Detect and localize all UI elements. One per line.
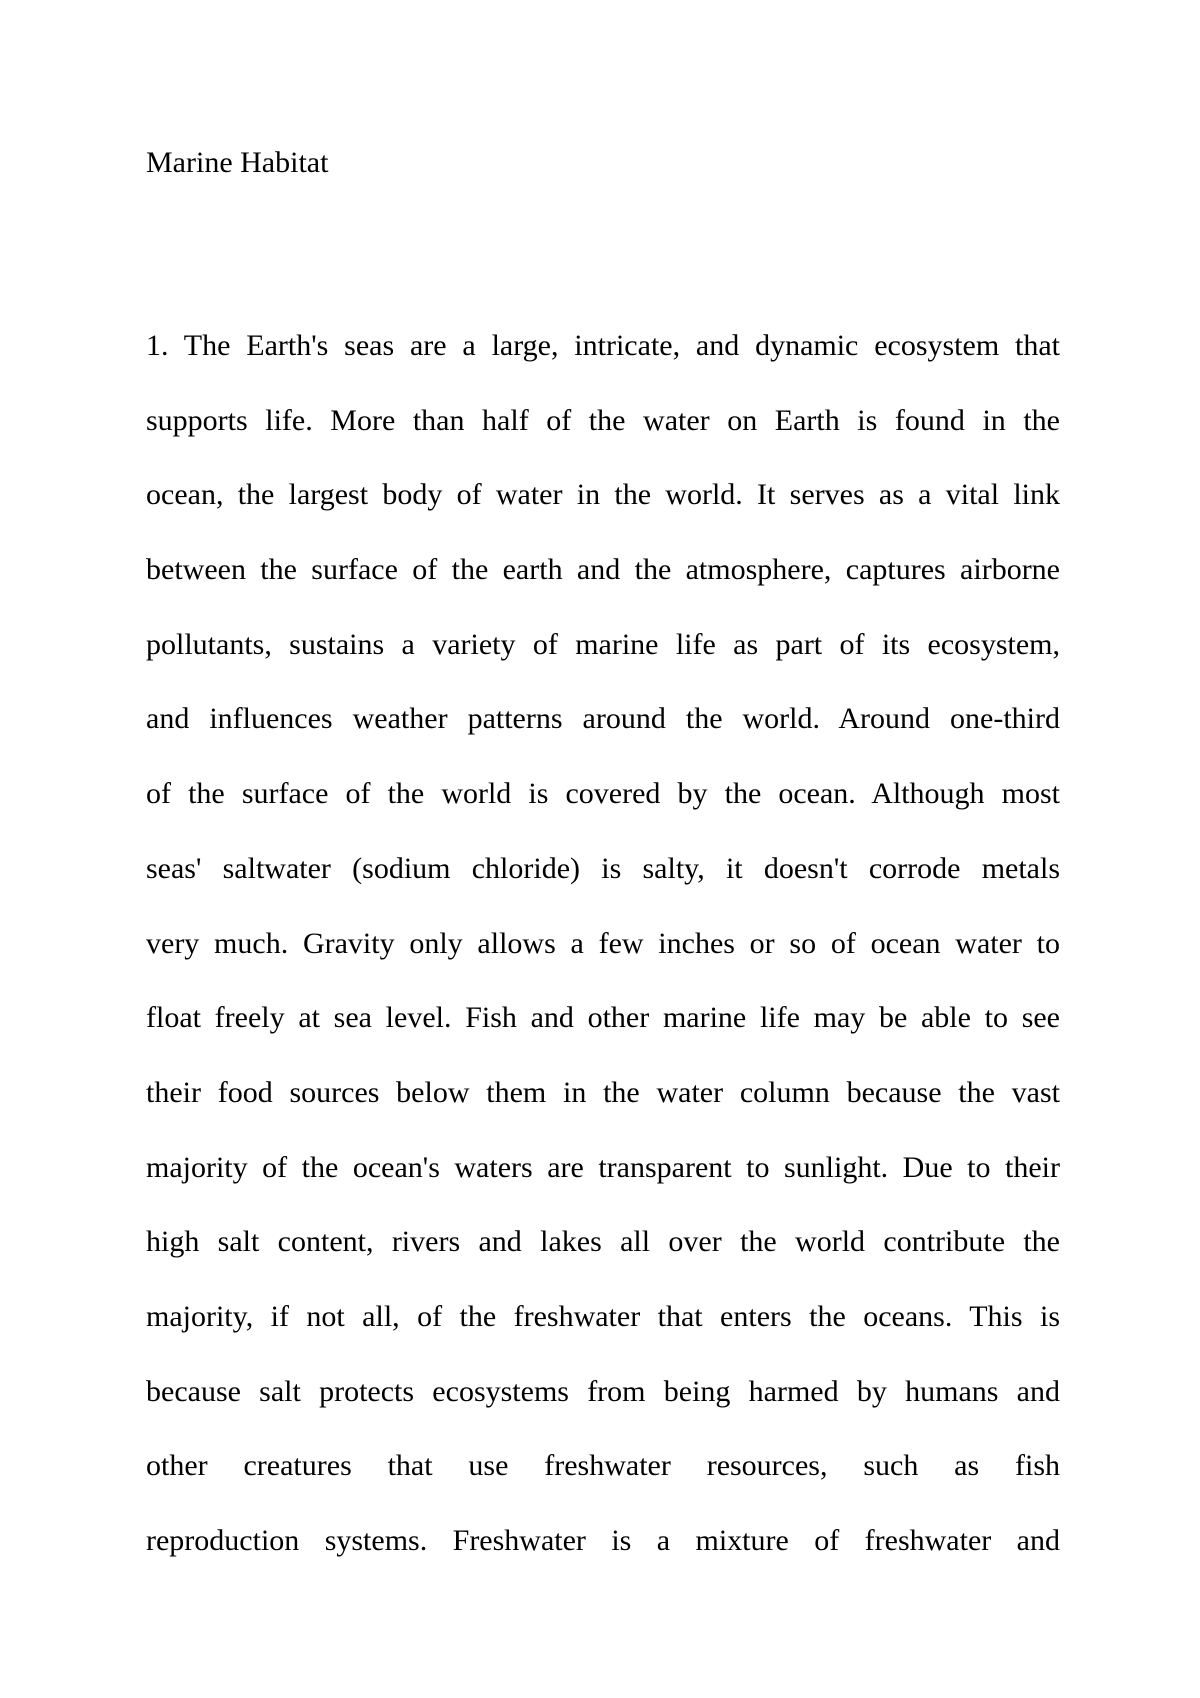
paragraph-line: very much. Gravity only allows a few inches or so of ocean water to [146, 926, 1060, 960]
paragraph-line: and influences weather patterns around the world. Around one-third [146, 702, 1060, 736]
paragraph-line: majority of the ocean's waters are transparent to sunlight. Due to their [146, 1150, 1060, 1184]
paragraph-line: of the surface of the world is covered by the ocean. Although most [146, 777, 1060, 811]
paragraph-line: 1. The Earth's seas are a large, intricate, and dynamic ecosystem that [146, 329, 1060, 362]
paragraph-line: between the surface of the earth and the atmosphere, captures airborne [146, 553, 1060, 587]
paragraph-line: majority, if not all, of the freshwater that enters the oceans. This is [146, 1299, 1060, 1333]
paragraph-line: seas' saltwater (sodium chloride) is salty, it doesn't corrode metals [146, 851, 1060, 885]
paragraph-line: other creatures that use freshwater resources, such as fish [146, 1449, 1060, 1483]
paragraph-line: pollutants, sustains a variety of marine life as part of its ecosystem, [146, 627, 1060, 661]
document-title: Marine Habitat [146, 146, 329, 179]
paragraph-line: float freely at sea level. Fish and other marine life may be able to see [146, 1001, 1060, 1035]
paragraph-line: high salt content, rivers and lakes all over the world contribute the [146, 1225, 1060, 1259]
document-paragraph [146, 326, 1060, 1596]
paragraph-line: their food sources below them in the water column because the vast [146, 1075, 1060, 1109]
paragraph-line: ocean, the largest body of water in the world. It serves as a vital link [146, 478, 1060, 512]
paragraph-line: because salt protects ecosystems from being harmed by humans and [146, 1374, 1060, 1408]
paragraph-line: reproduction systems. Freshwater is a mixture of freshwater and [146, 1524, 1060, 1557]
paragraph-line: supports life. More than half of the water on Earth is found in the [146, 403, 1060, 437]
